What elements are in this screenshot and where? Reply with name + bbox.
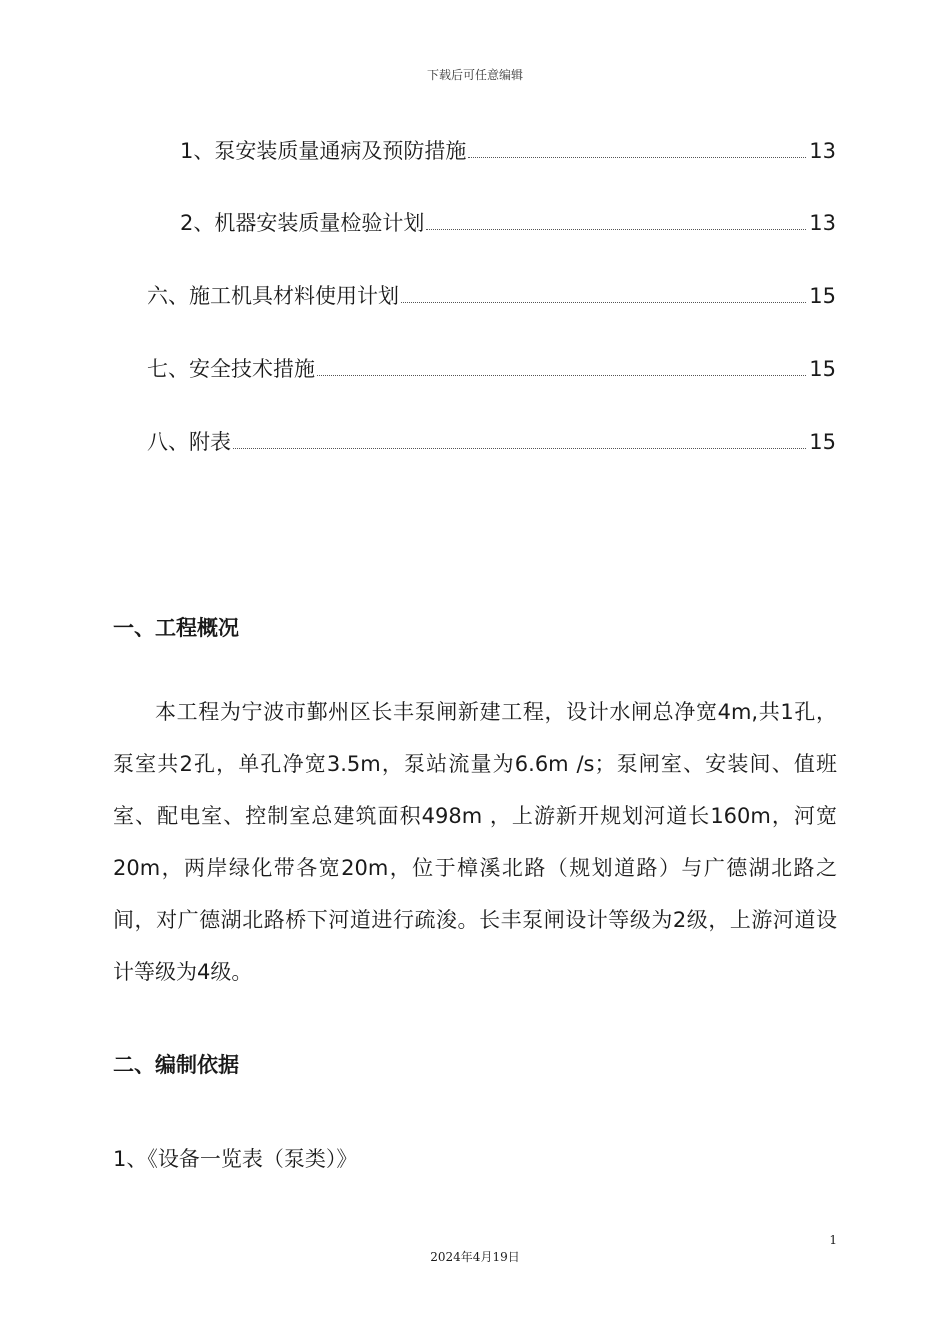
toc-entry-label: 八、附表 [147, 430, 231, 454]
toc-entry-page: 13 [809, 139, 836, 163]
footer-date: 2024年4月19日 [430, 1250, 520, 1264]
toc-leader [317, 375, 806, 376]
section-heading: 二、编制依据 [113, 1053, 239, 1077]
toc-entry[interactable] [180, 136, 836, 166]
toc-entry-page: 15 [809, 284, 836, 308]
toc-entry-label: 1、泵安装质量通病及预防措施 [180, 139, 467, 163]
page-number: 1 [829, 1233, 837, 1247]
toc-entry-page: 15 [809, 430, 836, 454]
toc-entry-page: 15 [809, 357, 836, 381]
toc-entry-label: 六、施工机具材料使用计划 [147, 284, 399, 308]
toc-entry[interactable] [147, 427, 836, 457]
toc-entry[interactable] [147, 281, 836, 311]
toc-entry[interactable] [180, 208, 836, 238]
toc-leader [233, 448, 806, 449]
toc-leader [401, 302, 806, 303]
section-paragraph: 本工程为宁波市鄞州区长丰泵闸新建工程，设计水闸总净宽4m,共1孔，泵室共2孔，单孔净宽3.5m，泵站流量为6.6m /s；泵闸室、安装间、值班室、配电室、控制室总建筑面积498m ，上游新开规划河道长160m，河宽20m，两岸绿化带各宽20m，位于樟溪北路（规划道路）与广德湖北路之间，对广德湖北路桥下河道进行疏浚。长丰泵闸设计等级为2级，上游河道设计等级为4级。 [113, 700, 837, 984]
toc-leader [426, 229, 806, 230]
section-heading: 一、工程概况 [113, 616, 239, 640]
toc-entry-label: 2、机器安装质量检验计划 [180, 211, 425, 235]
reference-item: 1、《设备一览表（泵类）》 [113, 1147, 358, 1171]
toc-entry-label: 七、安全技术措施 [147, 357, 315, 381]
header-note: 下载后可任意编辑 [426, 68, 523, 82]
toc-entry[interactable] [147, 354, 836, 384]
toc-leader [468, 157, 806, 158]
toc-entry-page: 13 [809, 211, 836, 235]
